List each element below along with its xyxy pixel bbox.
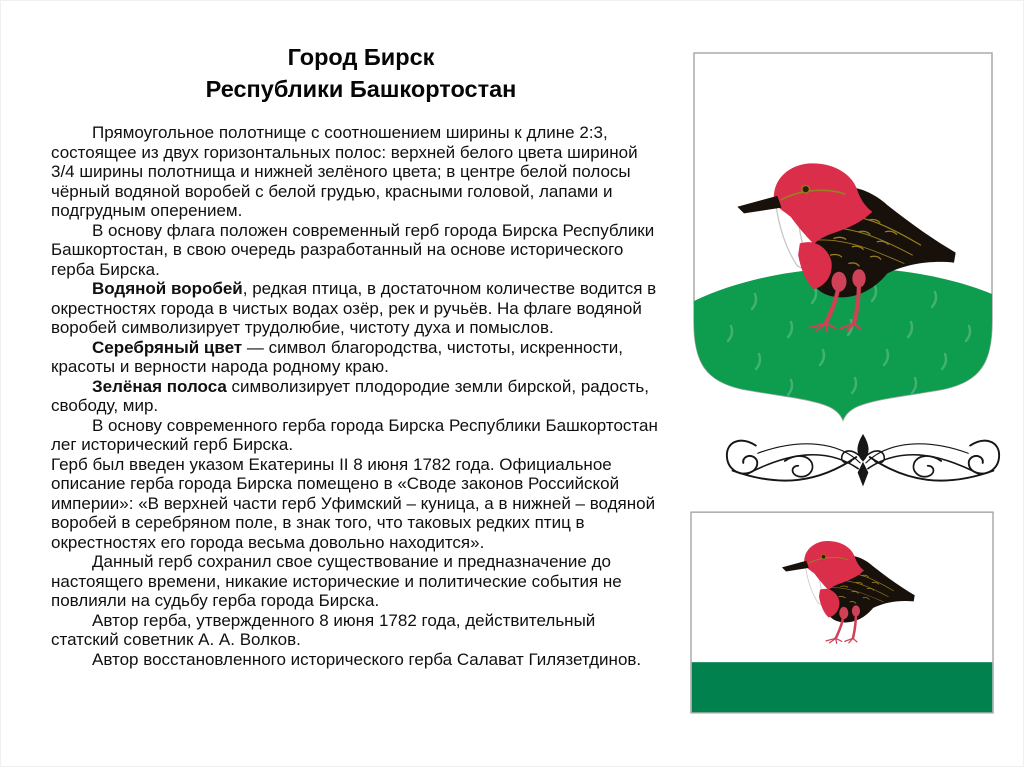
paragraph: [51, 338, 663, 377]
paragraph: [51, 377, 663, 416]
coat-of-arms-image: [692, 51, 994, 423]
paragraph-text: символизирует плодородие земли бирской, радость, свободу, мир.: [51, 376, 649, 415]
paragraph-text: Автор восстановленного исторического герба Салават Гилязетдинов.: [92, 649, 642, 669]
paragraph-text: Данный герб сохранил свое существование и предназначение до настоящего времени, никакие исторические и политические события не повлияли на судьбу герба города Бирска.: [51, 552, 622, 610]
flag-image: [690, 511, 994, 714]
paragraph: [51, 552, 663, 611]
paragraph: [51, 279, 663, 338]
paragraph: [51, 611, 663, 650]
paragraph: [51, 650, 663, 670]
paragraph: [51, 416, 663, 455]
flag-green-stripe: [692, 662, 992, 712]
paragraph-lead-bold: Серебряный цвет: [92, 337, 243, 357]
page-title: [41, 41, 681, 105]
fleur-de-lis-icon: [842, 435, 885, 485]
paragraph-text: В основу современного герба города Бирска Республики Башкортостан лег исторический герб Бирска.: [51, 415, 658, 454]
paragraph-text: , редкая птица, в достаточном количестве водится в окрестностях города в чистых водах озёр, рек и ручьёв. На флаге водяной воробей символизирует трудолюбие, чистоту духа и помыслов.: [51, 279, 657, 337]
paragraph: [51, 123, 663, 221]
flourish-divider-icon: [719, 432, 1007, 488]
paragraph-lead-bold: Зелёная полоса: [92, 376, 227, 396]
paragraph: [51, 455, 663, 553]
paragraph: [51, 221, 663, 280]
paragraph-lead-bold: Водяной воробей: [92, 279, 243, 298]
article-text: [51, 123, 663, 669]
paragraph-text: Автор герба, утвержденного 8 июня 1782 года, действительный статский советник А. А. Волков.: [51, 610, 596, 649]
paragraph-text: Герб был введен указом Екатерины II 8 июня 1782 года. Официальное описание герба города Бирска помещено в «Своде законов Российской империи»: «В верхней части герб Уфимский – куница, а в нижней – водяной воробей в серебряном поле, в знак того, что таковых редких птиц в окрестностях его города весьма довольно находится».: [51, 454, 656, 552]
paragraph-text: Прямоугольное полотнище с соотношением ширины к длине 2:3, состоящее из двух горизонтальных полос: верхней белого цвета шириной 3/4 ширины полотнища и нижней зелёного цвета; в центре белой полосы чёрный водяной воробей с белой грудью, красными головой, лапами и подгрудным оперением.: [51, 123, 638, 220]
paragraph-text: В основу флага положен современный герб города Бирска Республики Башкортостан, в свою очередь разработанный на основе исторического герба Бирска.: [51, 220, 655, 279]
title-line-1: Город Бирск: [287, 44, 435, 70]
title-line-2: Республики Башкортостан: [205, 76, 517, 102]
paragraph-text: — символ благородства, чистоты, искренности, красоты и верности народа родному краю.: [51, 337, 623, 376]
